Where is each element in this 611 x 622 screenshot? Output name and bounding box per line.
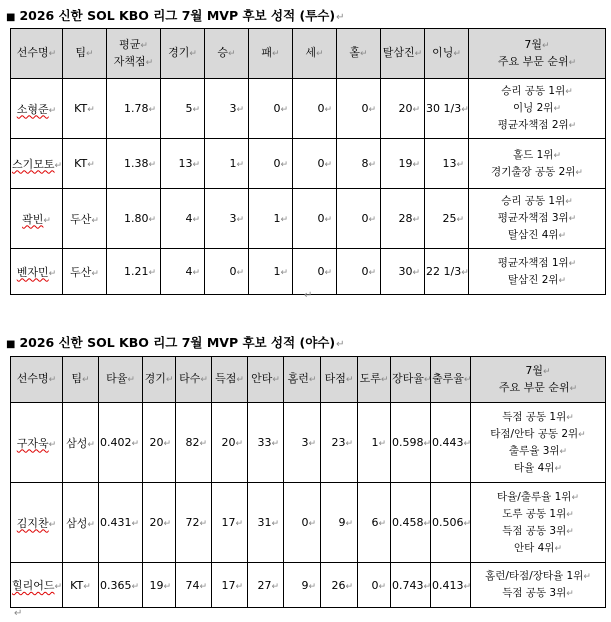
header-cell: 안타↵ xyxy=(248,357,284,403)
rank-cell: 승리 공동 1위↵ 평균자책점 3위↵ 탈삼진 4위↵ xyxy=(469,189,606,249)
player-row xyxy=(11,403,606,483)
stat-cell: 0↵ xyxy=(293,249,337,295)
stat-cell: 5↵ xyxy=(161,79,205,139)
header-cell: 경기↵ xyxy=(161,29,205,79)
bullet-square-icon: ■ xyxy=(6,12,16,23)
rank-cell: 득점 공동 1위↵ 타점/안타 공동 2위↵ 출루율 3위↵ 타율 4위↵ xyxy=(471,403,606,483)
player-name-cell: 스기모토↵ xyxy=(11,139,63,189)
stat-cell: 0↵ xyxy=(293,79,337,139)
stat-cell: 3↵ xyxy=(284,403,321,483)
stat-cell: 0.506↵ xyxy=(431,483,471,563)
rank-cell: 홈런/타점/장타율 1위↵ 득점 공동 3위↵ xyxy=(471,563,606,608)
stat-cell: 9↵ xyxy=(284,563,321,608)
stat-cell: 1.38↵ xyxy=(107,139,161,189)
stat-cell: 17↵ xyxy=(212,563,248,608)
header-cell: 경기↵ xyxy=(143,357,176,403)
stat-cell: 27↵ xyxy=(248,563,284,608)
stat-cell: 1.78↵ xyxy=(107,79,161,139)
stat-cell: 8↵ xyxy=(337,139,381,189)
stat-cell: 0↵ xyxy=(249,79,293,139)
header-cell: 7월↵ 주요 부문 순위↵ xyxy=(471,357,606,403)
rank-cell: 타율/출루율 1위↵ 도루 공동 1위↵ 득점 공동 3위↵ 안타 4위↵ xyxy=(471,483,606,563)
stat-cell: 4↵ xyxy=(161,249,205,295)
rank-cell: 홀드 1위↵ 경기출장 공동 2위↵ xyxy=(469,139,606,189)
stat-cell: 1↵ xyxy=(249,189,293,249)
stat-cell: 0↵ xyxy=(337,249,381,295)
stat-cell: 74↵ xyxy=(176,563,212,608)
stat-cell: 1.80↵ xyxy=(107,189,161,249)
team-cell: 두산↵ xyxy=(63,249,107,295)
player-name-cell: 구자욱↵ xyxy=(11,403,63,483)
header-cell: 패↵ xyxy=(249,29,293,79)
player-row xyxy=(11,483,606,563)
stat-cell: 33↵ xyxy=(248,403,284,483)
stat-cell: 3↵ xyxy=(205,79,249,139)
batter-section-title: ■ 2026 신한 SOL KBO 리그 7월 MVP 후보 성적 (야수)↵ xyxy=(6,335,345,350)
stat-cell: 30 1/3↵ xyxy=(425,79,469,139)
pitcher-stats-table xyxy=(10,28,606,295)
stat-cell: 0.431↵ xyxy=(99,483,143,563)
stat-cell: 0↵ xyxy=(205,249,249,295)
header-cell: 장타율↵ xyxy=(391,357,431,403)
stat-cell: 0↵ xyxy=(249,139,293,189)
batter-stats-table xyxy=(10,356,606,608)
player-name-cell: 곽빈↵ xyxy=(11,189,63,249)
stat-cell: 0.413↵ xyxy=(431,563,471,608)
stat-cell: 0.598↵ xyxy=(391,403,431,483)
player-name-cell: 소형준↵ xyxy=(11,79,63,139)
header-cell: 타수↵ xyxy=(176,357,212,403)
stat-cell: 13↵ xyxy=(425,139,469,189)
stat-cell: 20↵ xyxy=(381,79,425,139)
stat-cell: 17↵ xyxy=(212,483,248,563)
rank-cell: 평균자책점 1위↵ 탈삼진 2위↵ xyxy=(469,249,606,295)
header-cell: 타점↵ xyxy=(321,357,358,403)
team-cell: KT↵ xyxy=(63,79,107,139)
stat-cell: 9↵ xyxy=(321,483,358,563)
stat-cell: 0↵ xyxy=(293,139,337,189)
team-cell: KT↵ xyxy=(63,139,107,189)
stat-cell: 26↵ xyxy=(321,563,358,608)
header-cell: 타율↵ xyxy=(99,357,143,403)
stat-cell: 1↵ xyxy=(358,403,391,483)
stat-cell: 0.365↵ xyxy=(99,563,143,608)
header-cell: 팀↵ xyxy=(63,29,107,79)
stat-cell: 82↵ xyxy=(176,403,212,483)
stat-cell: 0↵ xyxy=(293,189,337,249)
stat-cell: 19↵ xyxy=(381,139,425,189)
stat-cell: 19↵ xyxy=(143,563,176,608)
player-row xyxy=(11,249,606,295)
stat-cell: 1↵ xyxy=(249,249,293,295)
stat-cell: 3↵ xyxy=(205,189,249,249)
stat-cell: 13↵ xyxy=(161,139,205,189)
stat-cell: 0↵ xyxy=(337,79,381,139)
stat-cell: 72↵ xyxy=(176,483,212,563)
stat-cell: 25↵ xyxy=(425,189,469,249)
stat-cell: 0↵ xyxy=(284,483,321,563)
player-row xyxy=(11,563,606,608)
header-cell: 평균↵ 자책점↵ xyxy=(107,29,161,79)
player-name-cell: 벤자민↵ xyxy=(11,249,63,295)
stat-cell: 31↵ xyxy=(248,483,284,563)
player-row xyxy=(11,79,606,139)
stat-cell: 1↵ xyxy=(205,139,249,189)
header-cell: 선수명↵ xyxy=(11,357,63,403)
stat-cell: 20↵ xyxy=(143,403,176,483)
header-cell: 이닝↵ xyxy=(425,29,469,79)
header-cell: 팀↵ xyxy=(63,357,99,403)
stat-cell: 20↵ xyxy=(143,483,176,563)
team-cell: 삼성↵ xyxy=(63,483,99,563)
stat-cell: 0.743↵ xyxy=(391,563,431,608)
header-cell: 도루↵ xyxy=(358,357,391,403)
stat-cell: 22 1/3↵ xyxy=(425,249,469,295)
batter-header-row xyxy=(11,357,606,403)
player-name-cell: 김지찬↵ xyxy=(11,483,63,563)
team-cell: 두산↵ xyxy=(63,189,107,249)
header-cell: 탈삼진↵ xyxy=(381,29,425,79)
pitcher-header-row xyxy=(11,29,606,79)
player-name-cell: 힐리어드↵ xyxy=(11,563,63,608)
header-cell: 승↵ xyxy=(205,29,249,79)
stat-cell: 6↵ xyxy=(358,483,391,563)
pitcher-title-text: 2026 신한 SOL KBO 리그 7월 MVP 후보 성적 (투수) xyxy=(19,8,336,23)
player-row xyxy=(11,189,606,249)
bullet-square-icon: ■ xyxy=(6,339,16,350)
stat-cell: 0↵ xyxy=(337,189,381,249)
batter-title-text: 2026 신한 SOL KBO 리그 7월 MVP 후보 성적 (야수) xyxy=(19,335,336,350)
header-cell: 선수명↵ xyxy=(11,29,63,79)
stat-cell: 23↵ xyxy=(321,403,358,483)
stat-cell: 30↵ xyxy=(381,249,425,295)
stat-cell: 20↵ xyxy=(212,403,248,483)
stat-cell: 28↵ xyxy=(381,189,425,249)
team-cell: KT↵ xyxy=(63,563,99,608)
header-cell: 홈런↵ xyxy=(284,357,321,403)
team-cell: 삼성↵ xyxy=(63,403,99,483)
stat-cell: 1.21↵ xyxy=(107,249,161,295)
header-cell: 홀↵ xyxy=(337,29,381,79)
player-row xyxy=(11,139,606,189)
pitcher-section-title: ■ 2026 신한 SOL KBO 리그 7월 MVP 후보 성적 (투수)↵ xyxy=(6,8,345,23)
header-cell: 7월↵ 주요 부문 순위↵ xyxy=(469,29,606,79)
stat-cell: 0.458↵ xyxy=(391,483,431,563)
header-cell: 득점↵ xyxy=(212,357,248,403)
rank-cell: 승리 공동 1위↵ 이닝 2위↵ 평균자책점 2위↵ xyxy=(469,79,606,139)
header-cell: 출루율↵ xyxy=(431,357,471,403)
stat-cell: 0.443↵ xyxy=(431,403,471,483)
stat-cell: 0.402↵ xyxy=(99,403,143,483)
stat-cell: 4↵ xyxy=(161,189,205,249)
stat-cell: 0↵ xyxy=(358,563,391,608)
header-cell: 세↵ xyxy=(293,29,337,79)
